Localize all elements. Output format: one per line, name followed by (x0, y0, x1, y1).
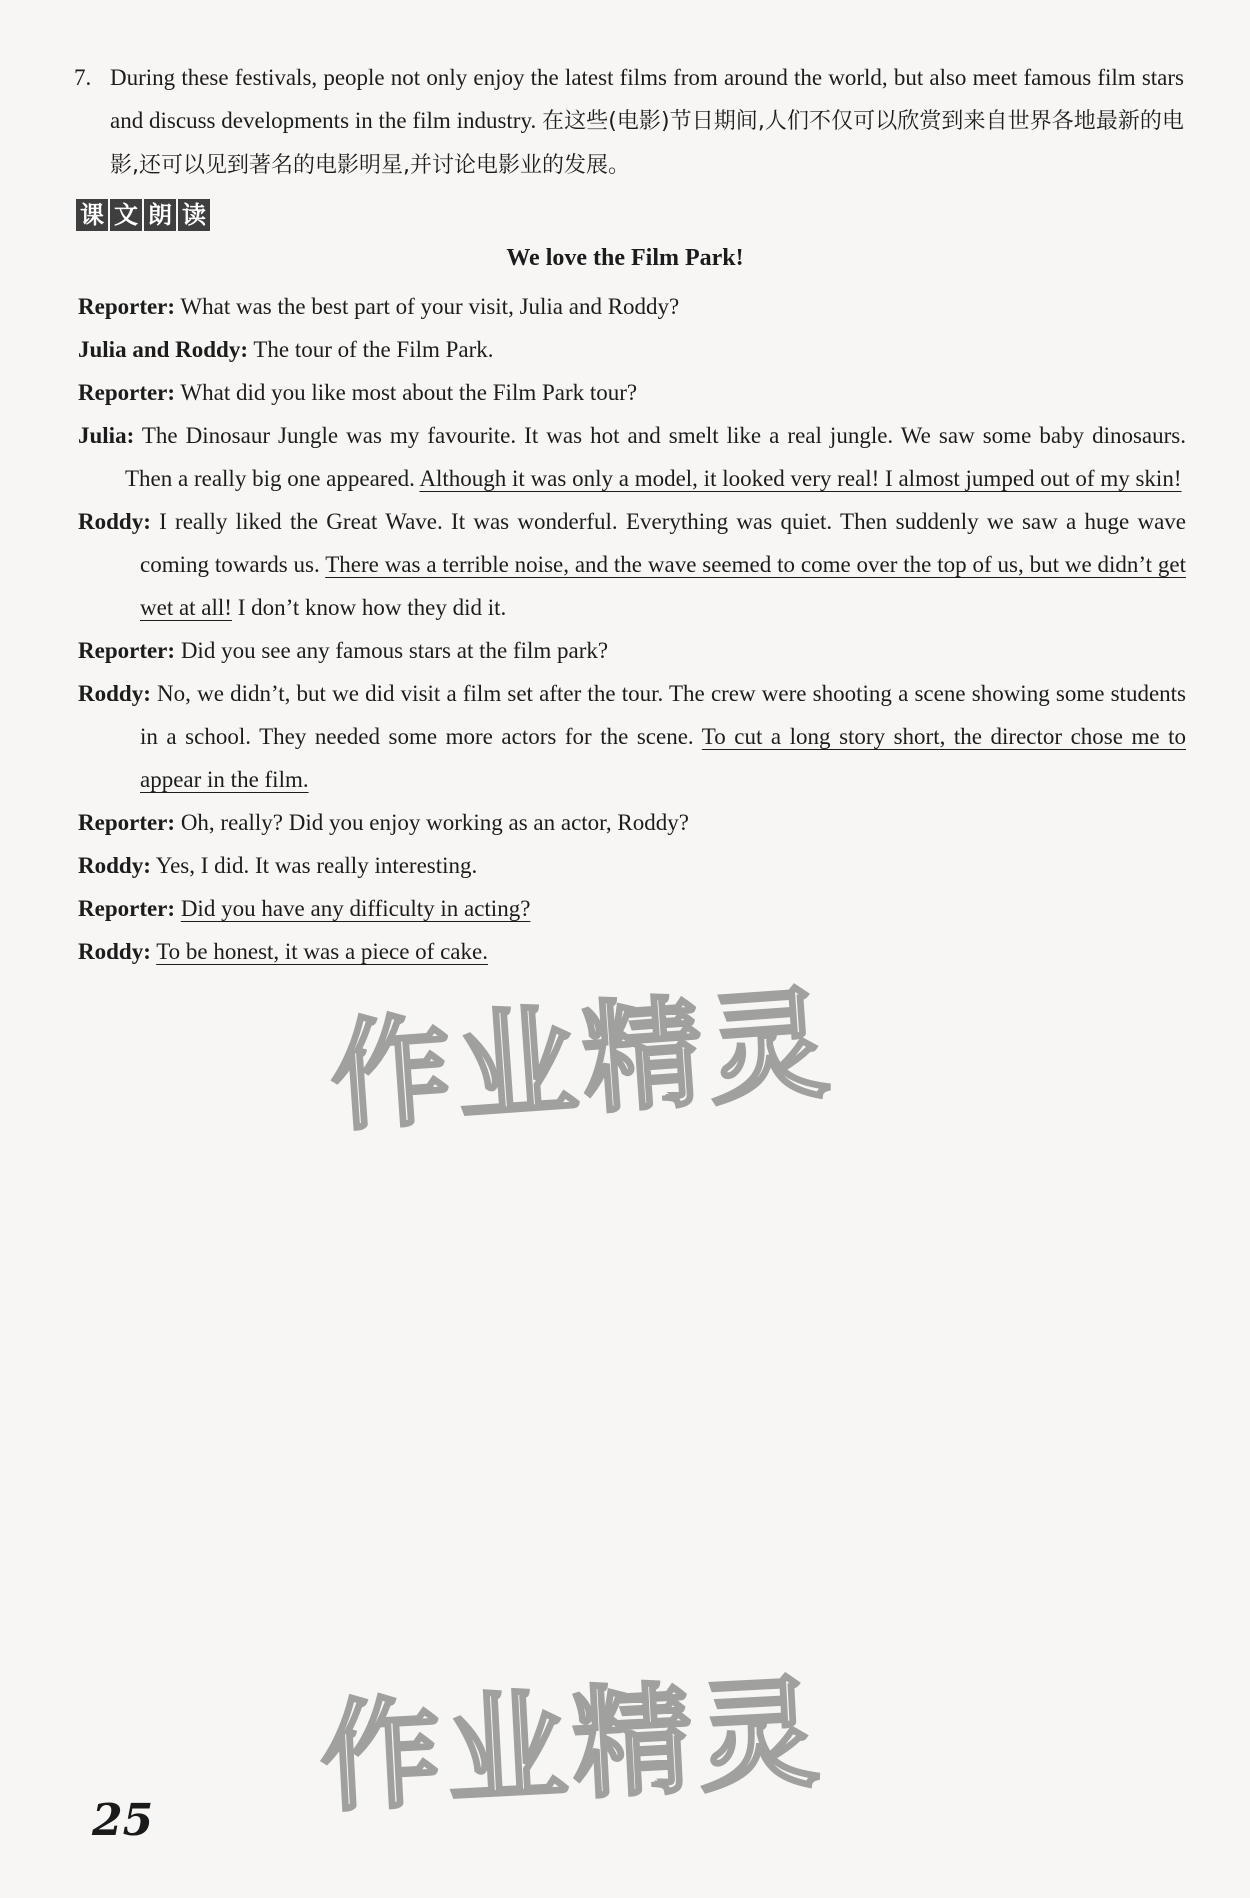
underlined-phrase: To cut a long story short, the director chose me to appear in the film. (140, 724, 1186, 792)
dialogue-text: I really liked the Great Wave. It was wonderful. Everything was quiet. Then suddenly we saw a huge wave coming towards us. (140, 509, 1186, 577)
dialogue-line (78, 414, 1186, 500)
note-english: During these festivals, people not only enjoy the latest films from around the world, but also meet famous film stars and discuss developments in the film industry. (110, 65, 1184, 133)
passage-title: We love the Film Park! (506, 245, 744, 271)
note-chinese: 在这些(电影)节日期间,人们不仅可以欣赏到来自世界各地最新的电影,还可以见到著名的电影明星,并讨论电影业的发展。 (110, 109, 1184, 178)
note-body (110, 56, 1184, 187)
dialogue-text: I don’t know how they did it. (231, 595, 507, 620)
dialogue-line (78, 500, 1186, 629)
section-tag (76, 199, 210, 231)
dialogue-text: Oh, really? Did you enjoy working as an actor, Roddy? (175, 810, 689, 835)
dialogue-text: What did you like most about the Film Park tour? (175, 380, 638, 405)
speaker-label: Julia: (78, 423, 135, 448)
dialogue (78, 285, 1186, 973)
speaker-label: Roddy: (78, 939, 151, 964)
speaker-label: Roddy: (78, 853, 151, 878)
section-tag-char: 朗 (144, 199, 176, 231)
dialogue-text: The Dinosaur Jungle was my favourite. It was hot and smelt like a real jungle. We saw some baby dinosaurs. Then a really big one appeared. (125, 423, 1186, 491)
section-tag-char: 读 (178, 199, 210, 231)
dialogue-line (78, 801, 1186, 844)
section-tag-char: 文 (110, 199, 142, 231)
dialogue-line (78, 887, 1186, 930)
underlined-phrase: Did you have any difficulty in acting? (180, 896, 531, 921)
dialogue-line (78, 328, 1186, 371)
speaker-label: Reporter: (78, 638, 176, 663)
speaker-label: Roddy: (78, 681, 151, 706)
dialogue-line (78, 629, 1186, 672)
dialogue-line (78, 672, 1186, 801)
dialogue-text: The tour of the Film Park. (248, 337, 494, 362)
dialogue-line (78, 285, 1186, 328)
underlined-phrase: There was a terrible noise, and the wave seemed to come over the top of us, but we didn’t get wet at all! (140, 552, 1187, 620)
dialogue-text: What was the best part of your visit, Julia and Roddy? (175, 294, 680, 319)
speaker-label: Reporter: (78, 810, 176, 835)
note-number: 7. (74, 65, 92, 90)
dialogue-text: No, we didn’t, but we did visit a film set after the tour. The crew were shooting a scene showing some students in a school. They needed some more actors for the scene. (140, 681, 1186, 749)
underlined-phrase: To be honest, it was a piece of cake. (156, 939, 488, 964)
page-number: 25 (92, 1795, 154, 1846)
note-item-7 (74, 56, 1184, 187)
speaker-label: Roddy: (78, 509, 151, 534)
dialogue-text: Yes, I did. It was really interesting. (150, 853, 478, 878)
watermark: 作业精灵 (326, 974, 839, 1149)
dialogue-text: Did you see any famous stars at the film park? (175, 638, 609, 663)
speaker-label: Reporter: (78, 380, 176, 405)
speaker-label: Reporter: (78, 294, 176, 319)
watermark: 作业精灵 (317, 1663, 828, 1830)
underlined-phrase: Although it was only a model, it looked very real! I almost jumped out of my skin! (419, 466, 1182, 491)
dialogue-line (78, 371, 1186, 414)
dialogue-line (78, 844, 1186, 887)
speaker-label: Julia and Roddy: (78, 337, 249, 362)
section-tag-char: 课 (76, 199, 108, 231)
speaker-label: Reporter: (78, 896, 176, 921)
